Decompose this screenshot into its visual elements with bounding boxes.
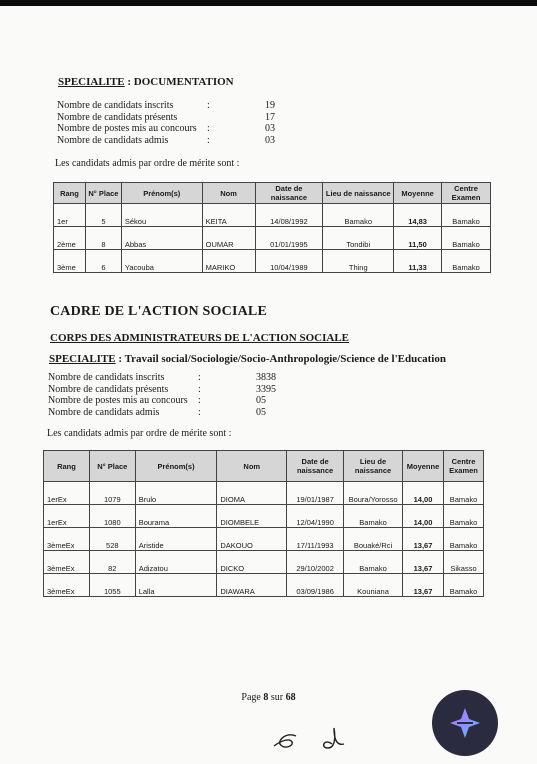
cadre-title: CADRE DE L'ACTION SOCIALE	[50, 304, 267, 319]
results-table-2	[43, 450, 484, 597]
cell-rang: 1erEx	[44, 482, 90, 505]
table-row	[54, 250, 491, 273]
cell-moyenne: 13,67	[403, 574, 444, 597]
cell-lieu: Thing	[323, 250, 394, 273]
cell-date: 10/04/1989	[255, 250, 323, 273]
col-header: Prénom(s)	[135, 451, 217, 482]
specialite-heading-2: SPECIALITE : Travail social/Sociologie/Socio-Anthropologie/Science de l'Education	[49, 353, 446, 365]
cell-rang: 2ème	[54, 227, 86, 250]
cell-place: 1079	[89, 482, 135, 505]
col-header: Centre Examen	[443, 451, 483, 482]
col-header: Rang	[54, 183, 86, 204]
cell-moyenne: 14,83	[394, 204, 442, 227]
cell-centre: Sikasso	[443, 551, 483, 574]
cell-centre: Bamako	[443, 574, 483, 597]
col-header: Moyenne	[394, 183, 442, 204]
cell-lieu: Bamako	[323, 204, 394, 227]
cell-moyenne: 11,50	[394, 227, 442, 250]
cell-rang: 1er	[54, 204, 86, 227]
intro-text-1: Les candidats admis par ordre de mérite sont :	[55, 158, 240, 169]
corps-title: CORPS DES ADMINISTRATEURS DE L'ACTION SOCIALE	[50, 332, 349, 344]
cell-centre: Bamako	[443, 505, 483, 528]
cell-date: 01/01/1995	[255, 227, 323, 250]
cell-prenom: Sékou	[121, 204, 202, 227]
cell-lieu: Tondibi	[323, 227, 394, 250]
col-header: Date de naissance	[255, 183, 323, 204]
cell-place: 82	[89, 551, 135, 574]
table-row	[44, 551, 484, 574]
intro-text-2: Les candidats admis par ordre de mérite sont :	[47, 428, 232, 439]
cell-rang: 3èmeEx	[44, 574, 90, 597]
cell-centre: Bamako	[442, 227, 491, 250]
cell-prenom: Yacouba	[121, 250, 202, 273]
table-row	[44, 505, 484, 528]
col-header: Nom	[202, 183, 255, 204]
col-header: Prénom(s)	[121, 183, 202, 204]
col-header: Lieu de naissance	[323, 183, 394, 204]
cell-nom: DICKO	[217, 551, 287, 574]
cell-moyenne: 13,67	[403, 551, 444, 574]
col-header: Date de naissance	[287, 451, 344, 482]
sparkle-icon	[448, 706, 482, 740]
cell-prenom: Brulo	[135, 482, 217, 505]
stats-block-2: Nombre de candidats inscrits : 3838 Nombre de candidats présents : 3395 Nombre de postes mis au concours : 05 Nombre de candidats admis : 05	[48, 372, 276, 418]
table-row	[44, 482, 484, 505]
cell-prenom: Adizatou	[135, 551, 217, 574]
cell-centre: Bamako	[443, 528, 483, 551]
specialite-heading-1: SPECIALITE : DOCUMENTATION	[58, 76, 234, 88]
table-row	[44, 574, 484, 597]
cell-centre: Bamako	[442, 250, 491, 273]
cell-nom: DIOMBELE	[217, 505, 287, 528]
table-row	[54, 227, 491, 250]
table-header-row	[44, 451, 484, 482]
cell-centre: Bamako	[442, 204, 491, 227]
cell-rang: 3èmeEx	[44, 528, 90, 551]
cell-prenom: Abbas	[121, 227, 202, 250]
cell-lieu: Kouniana	[344, 574, 403, 597]
cell-place: 1080	[89, 505, 135, 528]
col-header: Rang	[44, 451, 90, 482]
cell-rang: 3èmeEx	[44, 551, 90, 574]
cell-place: 6	[85, 250, 121, 273]
cell-date: 14/08/1992	[255, 204, 323, 227]
cell-place: 5	[85, 204, 121, 227]
ai-assistant-badge[interactable]	[432, 690, 498, 756]
col-header: N° Place	[89, 451, 135, 482]
cell-date: 17/11/1993	[287, 528, 344, 551]
col-header: N° Place	[85, 183, 121, 204]
page-footer: Page 8 sur 68	[241, 692, 296, 703]
signature-mark	[270, 720, 360, 756]
col-header: Centre Examen	[442, 183, 491, 204]
cell-prenom: Aristide	[135, 528, 217, 551]
cell-rang: 1erEx	[44, 505, 90, 528]
col-header: Nom	[217, 451, 287, 482]
cell-nom: DAKOUO	[217, 528, 287, 551]
cell-place: 8	[85, 227, 121, 250]
col-header: Moyenne	[403, 451, 444, 482]
cell-prenom: Bourama	[135, 505, 217, 528]
cell-nom: MARIKO	[202, 250, 255, 273]
cell-lieu: Bamako	[344, 505, 403, 528]
cell-nom: DIOMA	[217, 482, 287, 505]
cell-nom: OUMAR	[202, 227, 255, 250]
cell-moyenne: 14,00	[403, 482, 444, 505]
cell-nom: KEITA	[202, 204, 255, 227]
cell-lieu: Bouaké/Rci	[344, 528, 403, 551]
cell-rang: 3ème	[54, 250, 86, 273]
results-table-1	[53, 182, 491, 273]
cell-moyenne: 13,67	[403, 528, 444, 551]
cell-moyenne: 14,00	[403, 505, 444, 528]
col-header: Lieu de naissance	[344, 451, 403, 482]
cell-date: 03/09/1986	[287, 574, 344, 597]
cell-centre: Bamako	[443, 482, 483, 505]
table-row	[54, 204, 491, 227]
cell-moyenne: 11,33	[394, 250, 442, 273]
cell-place: 528	[89, 528, 135, 551]
cell-date: 12/04/1990	[287, 505, 344, 528]
cell-date: 29/10/2002	[287, 551, 344, 574]
cell-prenom: Lalla	[135, 574, 217, 597]
table-header-row	[54, 183, 491, 204]
cell-lieu: Bamako	[344, 551, 403, 574]
cell-place: 1055	[89, 574, 135, 597]
cell-lieu: Boura/Yorosso	[344, 482, 403, 505]
cell-date: 19/01/1987	[287, 482, 344, 505]
cell-nom: DIAWARA	[217, 574, 287, 597]
table-row	[44, 528, 484, 551]
stats-block-1: Nombre de candidats inscrits : 19 Nombre de candidats présents 17 Nombre de postes mis au concours : 03 Nombre de candidats admis : 03	[57, 100, 275, 146]
